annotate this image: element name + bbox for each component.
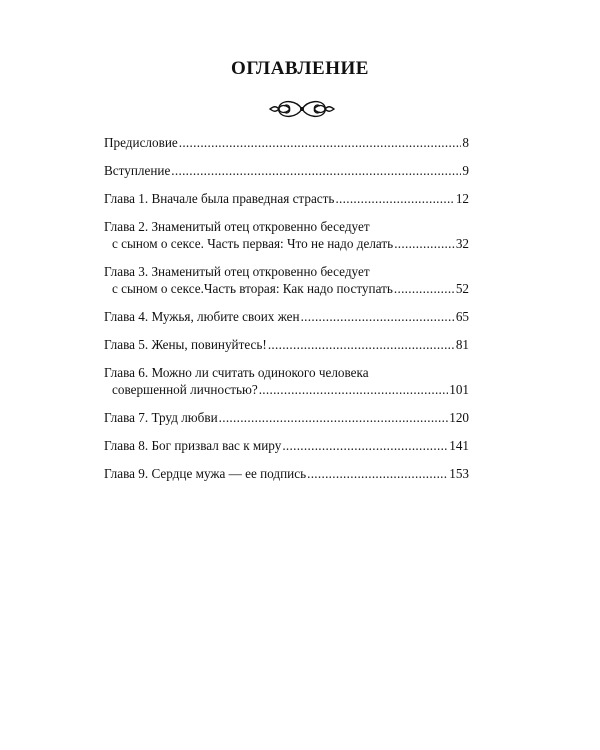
toc-entry-chapter-8 xyxy=(104,437,469,454)
toc-entry-title-continuation: совершенной личностью? xyxy=(112,382,258,397)
toc-line-continuation xyxy=(104,235,469,252)
toc-line xyxy=(104,263,469,280)
toc-entry-chapter-4 xyxy=(104,308,469,325)
toc-line-continuation xyxy=(104,381,469,398)
toc-page-number: 81 xyxy=(455,337,469,352)
toc-page-number: 153 xyxy=(449,466,469,481)
toc-entry-chapter-5 xyxy=(104,336,469,353)
flourish-ornament-icon xyxy=(266,96,338,122)
toc-page-number: 12 xyxy=(455,191,469,206)
toc-line xyxy=(104,437,469,454)
toc-entry-title: Глава 3. Знаменитый отец откровенно беседует xyxy=(104,264,370,279)
dot-leader xyxy=(394,235,455,252)
toc-entry-chapter-7 xyxy=(104,409,469,426)
toc-page-number: 141 xyxy=(449,438,469,453)
toc-entry-title: Глава 7. Труд любви xyxy=(104,410,218,425)
dot-leader xyxy=(171,162,461,179)
toc-page-number: 65 xyxy=(455,309,469,324)
table-of-contents xyxy=(104,134,469,493)
toc-page-number: 32 xyxy=(455,236,469,251)
toc-line xyxy=(104,308,469,325)
toc-entry-chapter-2 xyxy=(104,218,469,252)
toc-page-number: 120 xyxy=(449,410,469,425)
toc-page-number: 8 xyxy=(462,135,469,150)
toc-line-continuation xyxy=(104,280,469,297)
toc-entry-title: Вступление xyxy=(104,163,171,178)
toc-line xyxy=(104,162,469,179)
toc-line xyxy=(104,409,469,426)
toc-line xyxy=(104,190,469,207)
toc-line xyxy=(104,336,469,353)
dot-leader xyxy=(394,280,455,297)
toc-page-number: 52 xyxy=(455,281,469,296)
toc-line xyxy=(104,364,469,381)
dot-leader xyxy=(307,465,448,482)
dot-leader xyxy=(259,381,449,398)
toc-entry-title: Предисловие xyxy=(104,135,178,150)
toc-page-number: 101 xyxy=(449,382,469,397)
toc-entry-title: Глава 6. Можно ли считать одинокого человека xyxy=(104,365,369,380)
toc-entry-chapter-3 xyxy=(104,263,469,297)
dot-leader xyxy=(301,308,455,325)
page-title: ОГЛАВЛЕНИЕ xyxy=(231,58,369,79)
toc-entry-chapter-9 xyxy=(104,465,469,482)
toc-entry-introduction xyxy=(104,162,469,179)
toc-entry-preface xyxy=(104,134,469,151)
dot-leader xyxy=(268,336,455,353)
toc-entry-chapter-1 xyxy=(104,190,469,207)
toc-entry-chapter-6 xyxy=(104,364,469,398)
toc-page-number: 9 xyxy=(462,163,469,178)
dot-leader xyxy=(335,190,454,207)
toc-line xyxy=(104,134,469,151)
dot-leader xyxy=(219,409,449,426)
toc-entry-title: Глава 5. Жены, повинуйтесь! xyxy=(104,337,267,352)
toc-entry-title-continuation: с сыном о сексе. Часть первая: Что не надо делать xyxy=(112,236,394,251)
toc-entry-title-continuation: с сыном о сексе.Часть вторая: Как надо поступать xyxy=(112,281,393,296)
toc-entry-title: Глава 4. Мужья, любите своих жен xyxy=(104,309,300,324)
dot-leader xyxy=(282,437,448,454)
toc-line xyxy=(104,465,469,482)
dot-leader xyxy=(179,134,462,151)
toc-entry-title: Глава 8. Бог призвал вас к миру xyxy=(104,438,282,453)
toc-entry-title: Глава 2. Знаменитый отец откровенно беседует xyxy=(104,219,370,234)
toc-line xyxy=(104,218,469,235)
toc-entry-title: Глава 1. Вначале была праведная страсть xyxy=(104,191,335,206)
toc-entry-title: Глава 9. Сердце мужа — ее подпись xyxy=(104,466,307,481)
